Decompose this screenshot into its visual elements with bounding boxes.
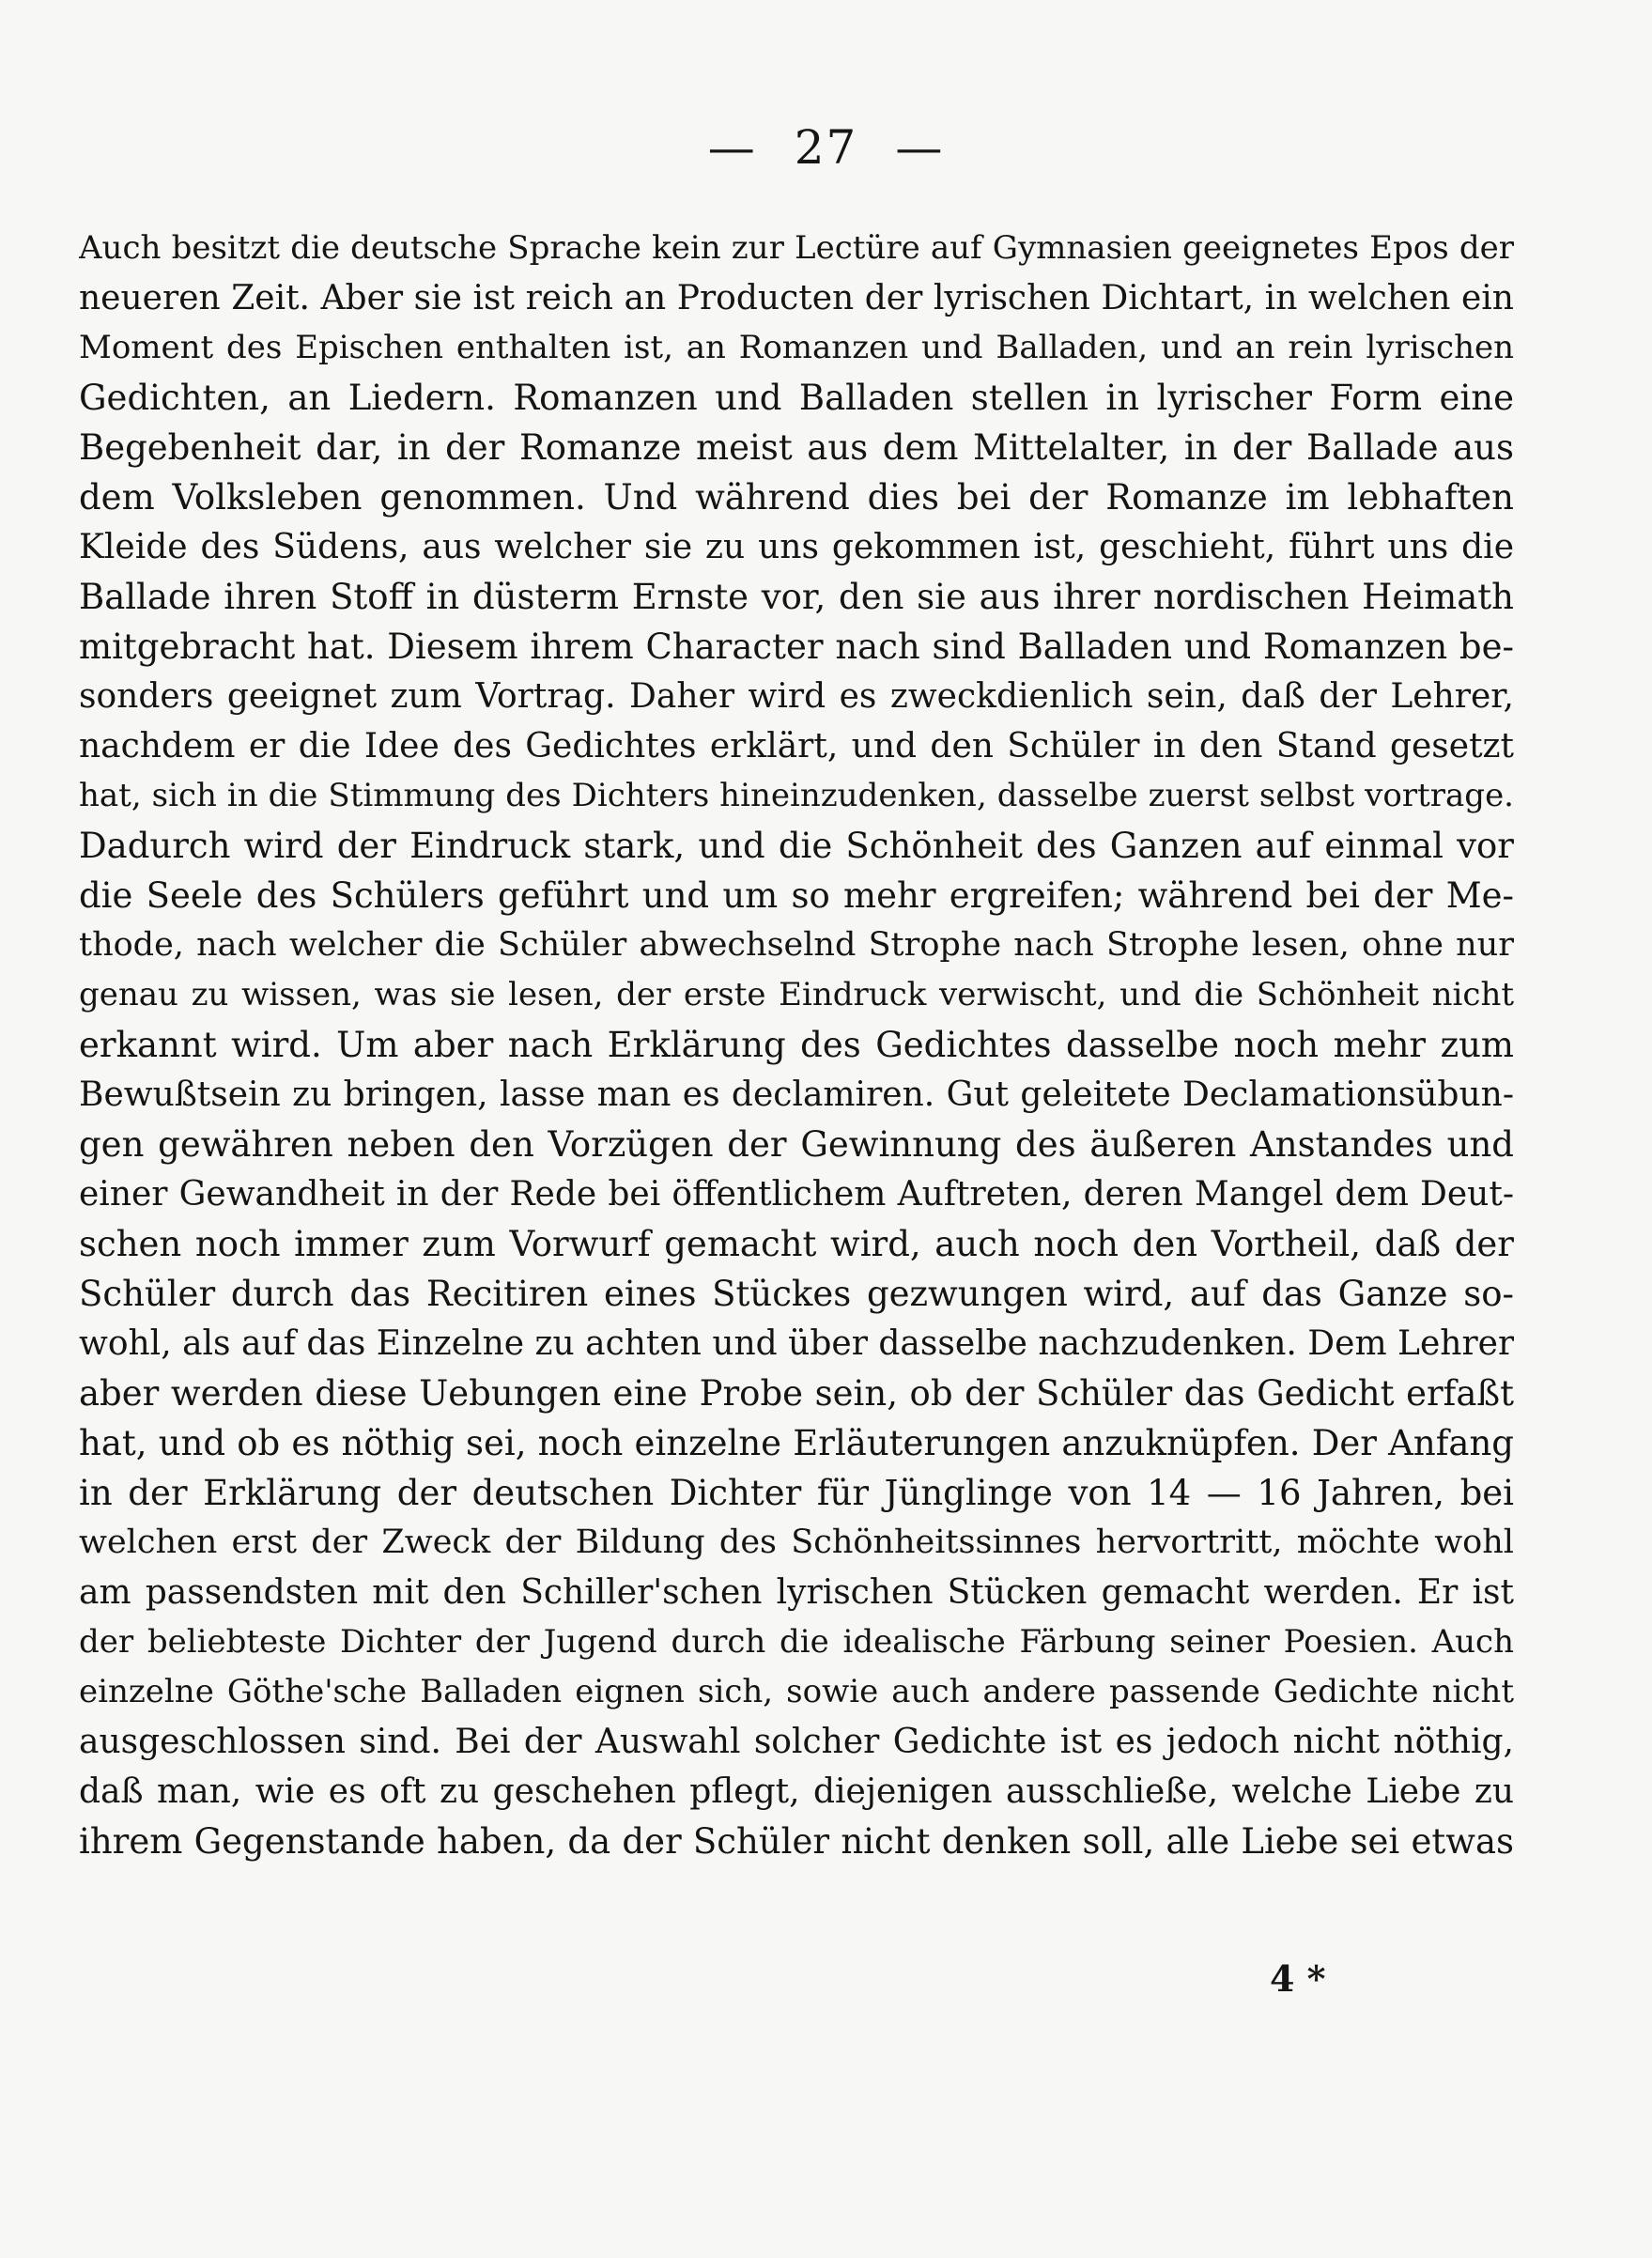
text-line: Bewußtsein zu bringen, lasse man es declamiren. Gut geleitete Declamationsübun- (79, 1075, 1514, 1114)
text-line: ausgeschlossen sind. Bei der Auswahl solcher Gedichte ist es jedoch nicht nöthig, (79, 1723, 1514, 1761)
text-line: in der Erklärung der deutschen Dichter für Jünglinge von 14 — 16 Jahren, bei (79, 1473, 1514, 1513)
text-line: Moment des Epischen enthalten ist, an Romanzen und Balladen, und an rein lyrischen (79, 329, 1514, 366)
text-line: thode, nach welcher die Schüler abwechselnd Strophe nach Strophe lesen, ohne nur (79, 926, 1514, 964)
text-line: genau zu wissen, was sie lesen, der erste Eindruck verwischt, und die Schönheit nicht (79, 976, 1514, 1013)
text-line: der beliebteste Dichter der Jugend durch die idealische Färbung seiner Poesien. Auch (79, 1623, 1514, 1661)
text-line: am passendsten mit den Schiller'schen lyrischen Stücken gemacht werden. Er ist (79, 1573, 1514, 1612)
dash-left: — (707, 120, 757, 175)
text-line: erkannt wird. Um aber nach Erklärung des Gedichtes dasselbe noch mehr zum (79, 1025, 1514, 1065)
text-line: hat, sich in die Stimmung des Dichters hineinzudenken, dasselbe zuerst selbst vortrage. (79, 777, 1514, 814)
text-line: welchen erst der Zweck der Bildung des Schönheitssinnes hervortritt, möchte wohl (79, 1523, 1514, 1561)
text-line: Begebenheit dar, in der Romanze meist aus dem Mittelalter, in der Ballade aus (79, 427, 1514, 468)
text-line: Gedichten, an Liedern. Romanzen und Balladen stellen in lyrischer Form eine (79, 378, 1514, 418)
text-line: die Seele des Schülers geführt und um so mehr ergreifen; während bei der Me- (79, 875, 1514, 916)
text-line: wohl, als auf das Einzelne zu achten und über dasselbe nachzudenken. Dem Lehrer (79, 1324, 1514, 1363)
text-line: mitgebracht hat. Diesem ihrem Character nach sind Balladen und Romanzen be- (79, 626, 1514, 667)
dash-right: — (895, 120, 945, 175)
text-line: nachdem er die Idee des Gedichtes erklärt, und den Schüler in den Stand gesetzt (79, 727, 1514, 766)
text-line: dem Volksleben genommen. Und während dies bei der Romanze im lebhaften (79, 477, 1514, 518)
text-line: sonders geeignet zum Vortrag. Daher wird es zweckdienlich sein, daß der Lehrer, (79, 677, 1514, 716)
page-number (0, 120, 1652, 175)
text-line: neueren Zeit. Aber sie ist reich an Producten der lyrischen Dichtart, in welchen ein (79, 279, 1514, 317)
text-line: aber werden diese Uebungen eine Probe sein, ob der Schüler das Gedicht erfaßt (79, 1373, 1514, 1414)
text-line: hat, und ob es nöthig sei, noch einzelne Erläuterungen anzuknüpfen. Der Anfang (79, 1423, 1514, 1463)
text-line: Schüler durch das Recitiren eines Stückes gezwungen wird, auf das Ganze so- (79, 1274, 1514, 1314)
text-line: daß man, wie es oft zu geschehen pflegt, diejenigen ausschließe, welche Liebe zu (79, 1772, 1514, 1811)
text-line: schen noch immer zum Vorwurf gemacht wird, auch noch den Vortheil, daß der (79, 1224, 1514, 1264)
signature-mark: 4 * (1270, 1957, 1326, 2000)
text-line: Auch besitzt die deutsche Sprache kein zur Lectüre auf Gymnasien geeignetes Epos der (79, 229, 1514, 267)
text-line: Kleide des Südens, aus welcher sie zu uns gekommen ist, geschieht, führt uns die (79, 528, 1514, 566)
text-line: ihrem Gegenstande haben, da der Schüler nicht denken soll, alle Liebe sei etwas (79, 1821, 1514, 1862)
text-line: einer Gewandheit in der Rede bei öffentlichem Auftreten, deren Mangel dem Deut- (79, 1175, 1514, 1214)
body-text (79, 224, 1514, 1866)
text-line: gen gewähren neben den Vorzügen der Gewinnung des äußeren Anstandes und (79, 1124, 1514, 1165)
text-line: einzelne Göthe'sche Balladen eignen sich, sowie auch andere passende Gedichte nicht (79, 1673, 1514, 1710)
text-line: Dadurch wird der Eindruck stark, und die Schönheit des Ganzen auf einmal vor (79, 826, 1514, 866)
text-line: Ballade ihren Stoff in düsterm Ernste vor, den sie aus ihrer nordischen Heimath (79, 577, 1514, 617)
page-number-value: 27 (794, 120, 858, 175)
